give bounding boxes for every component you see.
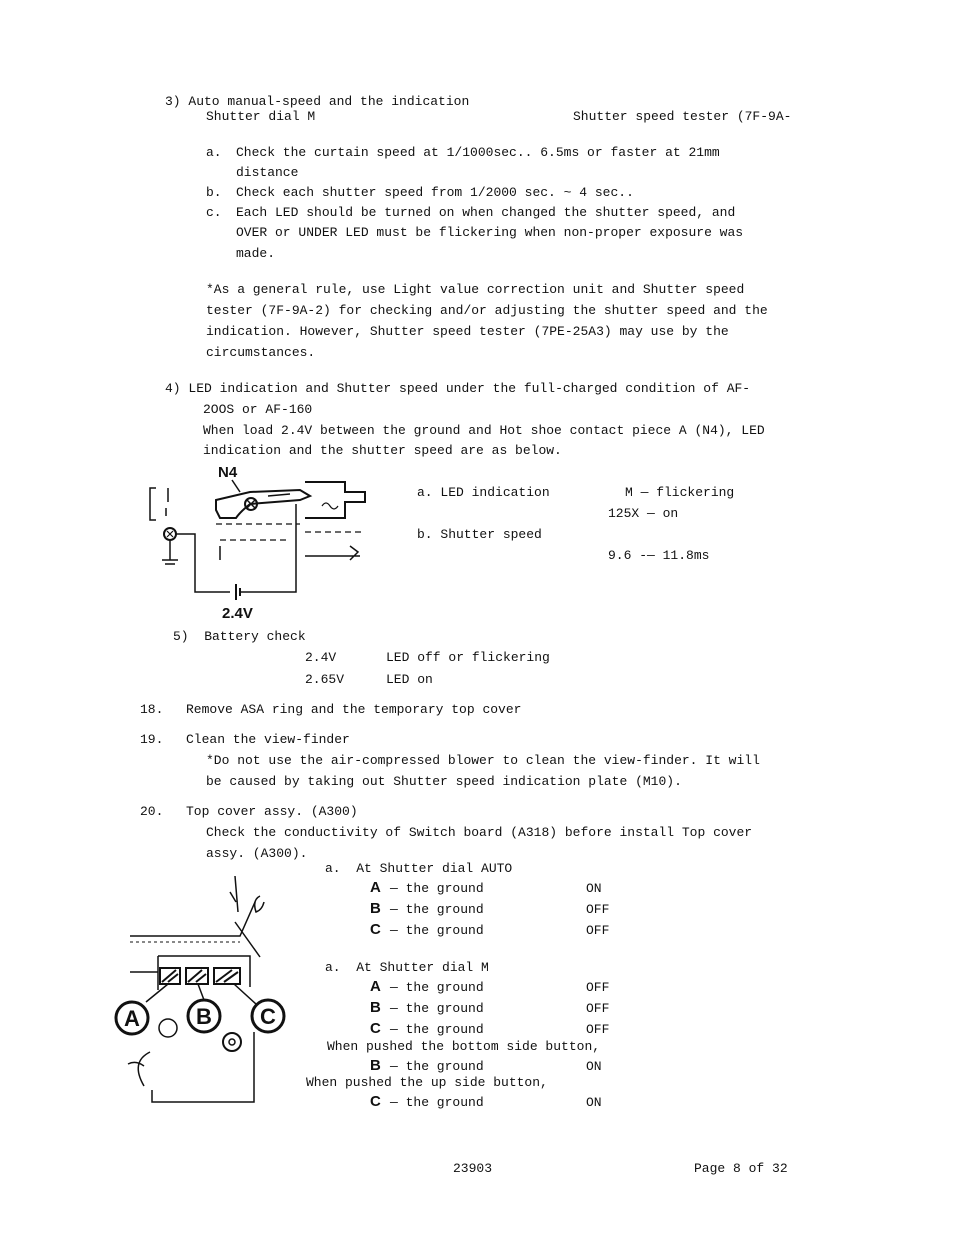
auto-row-value: OFF bbox=[586, 902, 610, 917]
battery-row-result: LED off or flickering bbox=[386, 650, 550, 665]
up-row-desc: — the ground bbox=[390, 1095, 484, 1110]
s3-b1: Check each shutter speed from 1/2000 sec. ~ 4 sec.. bbox=[236, 185, 634, 200]
figure-label-a: A bbox=[124, 1006, 140, 1031]
s3-b-label: b. bbox=[206, 185, 222, 200]
s3-c3: made. bbox=[236, 246, 276, 261]
bottom-button-note: When pushed the bottom side button, bbox=[327, 1039, 601, 1054]
m-row-value: OFF bbox=[586, 1022, 610, 1037]
auto-row-value: ON bbox=[586, 881, 602, 896]
s3-note3: indication. However, Shutter speed tester (7PE-25A3) may use by the bbox=[206, 324, 729, 339]
shutter-speed-label: b. Shutter speed bbox=[417, 527, 542, 542]
footer-page-number: Page 8 of 32 bbox=[694, 1161, 788, 1176]
m-row-key: A bbox=[370, 978, 381, 995]
s3-c2: OVER or UNDER LED must be flickering when non-proper exposure was bbox=[236, 225, 744, 240]
figure-label-n4: N4 bbox=[218, 464, 238, 481]
figure-label-c: C bbox=[260, 1004, 276, 1029]
led-indication-value-1: M — flickering bbox=[625, 485, 735, 500]
led-indication-label: a. LED indication bbox=[417, 485, 550, 500]
m-row-desc: — the ground bbox=[390, 1001, 484, 1016]
s4-l2: 2OOS or AF-160 bbox=[203, 402, 313, 417]
bottom-row-key: B bbox=[370, 1057, 381, 1074]
step-19-note-1: *Do not use the air-compressed blower to clean the view-finder. It will bbox=[206, 753, 760, 768]
s3-note2: tester (7F-9A-2) for checking and/or adjusting the shutter speed and the bbox=[206, 303, 768, 318]
step-18-number: 18. bbox=[140, 702, 164, 717]
s4-l4: indication and the shutter speed are as below. bbox=[203, 443, 562, 458]
step-19-text: Clean the view-finder bbox=[186, 732, 350, 747]
s3-dial: Shutter dial M bbox=[206, 109, 316, 124]
step-18-text: Remove ASA ring and the temporary top cover bbox=[186, 702, 522, 717]
battery-row-volt: 2.65V bbox=[305, 672, 345, 687]
s5-heading: 5) Battery check bbox=[173, 629, 306, 644]
step-20-line-1: Check the conductivity of Switch board (A318) before install Top cover bbox=[206, 825, 753, 840]
step-19-number: 19. bbox=[140, 732, 164, 747]
auto-row-value: OFF bbox=[586, 923, 610, 938]
switch-board-figure bbox=[110, 872, 300, 1112]
s3-a-label: a. bbox=[206, 145, 222, 160]
m-row-value: OFF bbox=[586, 1001, 610, 1016]
shutter-speed-value: 9.6 -— 11.8ms bbox=[608, 548, 710, 563]
led-indication-value-2: 125X — on bbox=[608, 506, 679, 521]
step-19-note-2: be caused by taking out Shutter speed indication plate (M10). bbox=[206, 774, 682, 789]
m-row-desc: — the ground bbox=[390, 980, 484, 995]
figure-label-b: B bbox=[196, 1004, 212, 1029]
s3-a2: distance bbox=[236, 165, 299, 180]
step-20-number: 20. bbox=[140, 804, 164, 819]
bottom-row-value: ON bbox=[586, 1059, 602, 1074]
s4-l3: When load 2.4V between the ground and Hot shoe contact piece A (N4), LED bbox=[203, 423, 765, 438]
hot-shoe-circuit-figure bbox=[140, 460, 375, 625]
bottom-row-desc: — the ground bbox=[390, 1059, 484, 1074]
battery-row-result: LED on bbox=[386, 672, 433, 687]
s3-a1: Check the curtain speed at 1/1000sec.. 6.5ms or faster at 21mm bbox=[236, 145, 720, 160]
up-button-note: When pushed the up side button, bbox=[306, 1075, 548, 1090]
battery-row-volt: 2.4V bbox=[305, 650, 337, 665]
dial-m-heading: a. At Shutter dial M bbox=[325, 960, 489, 975]
auto-row-key: B bbox=[370, 900, 381, 917]
auto-row-key: A bbox=[370, 879, 381, 896]
step-20-text: Top cover assy. (A300) bbox=[186, 804, 358, 819]
s3-note1: *As a general rule, use Light value correction unit and Shutter speed bbox=[206, 282, 745, 297]
auto-row-desc: — the ground bbox=[390, 881, 484, 896]
s3-c-label: c. bbox=[206, 205, 222, 220]
s4-heading: 4) LED indication and Shutter speed under the full-charged condition of AF- bbox=[165, 381, 751, 396]
s3-note4: circumstances. bbox=[206, 345, 316, 360]
auto-row-key: C bbox=[370, 921, 381, 938]
figure-label-voltage: 2.4V bbox=[222, 605, 253, 622]
dial-auto-heading: a. At Shutter dial AUTO bbox=[325, 861, 513, 876]
up-row-value: ON bbox=[586, 1095, 602, 1110]
m-row-key: C bbox=[370, 1020, 381, 1037]
s3-c1: Each LED should be turned on when changed the shutter speed, and bbox=[236, 205, 736, 220]
up-row-key: C bbox=[370, 1093, 381, 1110]
footer-doc-number: 23903 bbox=[453, 1161, 493, 1176]
auto-row-desc: — the ground bbox=[390, 923, 484, 938]
s3-heading: 3) Auto manual-speed and the indication bbox=[165, 94, 470, 109]
m-row-desc: — the ground bbox=[390, 1022, 484, 1037]
auto-row-desc: — the ground bbox=[390, 902, 484, 917]
s3-tester: Shutter speed tester (7F-9A- bbox=[573, 109, 792, 124]
m-row-key: B bbox=[370, 999, 381, 1016]
m-row-value: OFF bbox=[586, 980, 610, 995]
step-20-line-2: assy. (A300). bbox=[206, 846, 308, 861]
